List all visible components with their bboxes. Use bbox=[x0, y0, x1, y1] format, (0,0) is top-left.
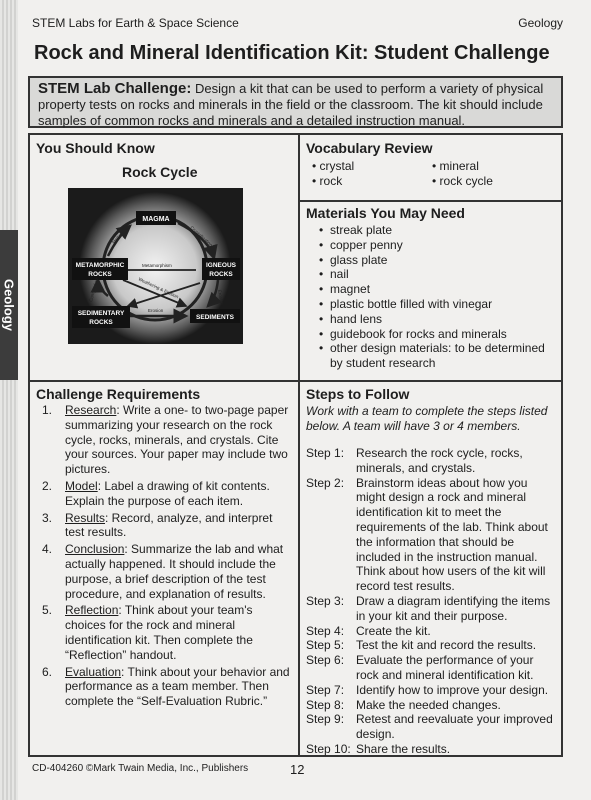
requirements-list bbox=[36, 403, 294, 711]
page-title: Rock and Mineral Identification Kit: Student Challenge bbox=[34, 42, 550, 64]
label-metamorphism: Metamorphism bbox=[142, 263, 172, 268]
material-item: • copper penny bbox=[318, 238, 553, 253]
step-item bbox=[306, 624, 558, 639]
label-sedimentary-1: SEDIMENTARY bbox=[77, 310, 125, 317]
step-item bbox=[306, 683, 558, 698]
page-margin-texture bbox=[0, 0, 18, 800]
section-label: Geology bbox=[518, 16, 563, 30]
challenge-label: STEM Lab Challenge: bbox=[38, 80, 192, 97]
label-melting: Melting bbox=[110, 230, 125, 245]
step-text: Research the rock cycle, rocks, minerals, and crystals. bbox=[356, 446, 523, 475]
materials-title: Materials You May Need bbox=[306, 205, 465, 221]
requirement-item bbox=[36, 403, 294, 477]
material-item: • guidebook for rocks and minerals bbox=[318, 327, 553, 342]
requirement-term: Model bbox=[65, 478, 98, 493]
requirement-text: : Write a one- to two-page paper summarizing your research on the rock cycle, rocks, minerals, and crystals. Cite your sources. Your paper may include two pictures. bbox=[65, 403, 289, 477]
label-weathering: Weathering & Erosion bbox=[137, 276, 180, 300]
step-item bbox=[306, 712, 558, 742]
step-label: Step 7: bbox=[306, 682, 345, 697]
step-label: Step 9: bbox=[306, 712, 345, 727]
material-item: • glass plate bbox=[318, 253, 553, 268]
requirement-item bbox=[36, 511, 294, 541]
page-number: 12 bbox=[290, 762, 305, 777]
requirement-item bbox=[36, 665, 294, 709]
requirement-text: : Label a drawing of kit contents. Explain the purpose of each item. bbox=[65, 478, 270, 508]
vocab-rock-cycle: rock cycle bbox=[439, 174, 493, 188]
footer-publisher: CD-404260 ©Mark Twain Media, Inc., Publishers bbox=[32, 763, 249, 774]
content-grid bbox=[28, 133, 563, 757]
label-crystallization: Crystallization bbox=[189, 225, 214, 248]
label-metamorphic-1: METAMORPHIC bbox=[75, 262, 125, 269]
vocab-item-4: • rock cycle bbox=[432, 174, 493, 188]
steps-title: Steps to Follow bbox=[306, 386, 410, 402]
requirement-number: 6. bbox=[42, 664, 53, 679]
step-item bbox=[306, 742, 558, 757]
step-text: Retest and reevaluate your improved design. bbox=[356, 712, 553, 742]
challenge-text: Design a kit that can be used to perform a variety of physical property tests on rocks and minerals in the field or the classroom. The kit should include samples of common rocks and minerals and a detailed instruction manual. bbox=[38, 81, 544, 128]
requirement-number: 1. bbox=[42, 403, 53, 417]
requirement-text: : Record, analyze, and interpret test results. bbox=[65, 510, 273, 540]
requirement-term: Conclusion bbox=[65, 542, 125, 557]
requirement-term: Reflection bbox=[65, 603, 119, 618]
requirement-text: : Summarize the lab and what actually happened. It should include the purpose, a brief description of the test procedure, and explanation of results. bbox=[65, 542, 284, 601]
vocab-crystal: crystal bbox=[319, 159, 355, 173]
requirement-item bbox=[36, 542, 294, 601]
requirements-title: Challenge Requirements bbox=[36, 386, 201, 402]
requirement-term: Results bbox=[65, 510, 106, 525]
requirement-number: 5. bbox=[42, 603, 53, 618]
left-row-divider bbox=[30, 380, 298, 382]
requirement-term: Evaluation bbox=[65, 664, 122, 679]
requirement-number: 2. bbox=[42, 478, 53, 493]
rock-cycle-diagram bbox=[68, 188, 243, 344]
step-text: Test the kit and record the results. bbox=[356, 638, 537, 653]
step-label: Step 5: bbox=[306, 638, 345, 653]
column-divider bbox=[298, 135, 300, 755]
step-label: Step 10: bbox=[306, 741, 351, 756]
label-metamorphic-2: ROCKS bbox=[88, 271, 112, 278]
materials-list bbox=[318, 223, 553, 371]
side-tab bbox=[0, 230, 18, 380]
step-label: Step 8: bbox=[306, 697, 345, 712]
label-igneous-2: ROCKS bbox=[209, 271, 233, 278]
material-item: • plastic bottle filled with vinegar bbox=[318, 297, 553, 312]
step-label: Step 1: bbox=[306, 446, 345, 460]
vocab-item-1: • crystal bbox=[312, 159, 355, 173]
vocab-item-2: • rock bbox=[312, 174, 343, 188]
requirement-number: 3. bbox=[42, 510, 53, 525]
material-item: • hand lens bbox=[318, 312, 553, 327]
step-label: Step 4: bbox=[306, 623, 345, 638]
step-item bbox=[306, 698, 558, 713]
requirement-text: : Think about your behavior and performance as a team member. Then complete the “Self-Evaluation Rubric.” bbox=[65, 664, 290, 709]
material-item: • other design materials: to be determined by student research bbox=[318, 341, 553, 371]
step-text: Create the kit. bbox=[356, 623, 431, 638]
material-item: • magnet bbox=[318, 282, 553, 297]
vocab-mineral: mineral bbox=[439, 159, 479, 173]
step-text: Identify how to improve your design. bbox=[356, 682, 549, 697]
material-item: • nail bbox=[318, 267, 553, 282]
vocab-rock: rock bbox=[319, 174, 343, 188]
step-text: Brainstorm ideas about how you might design a rock and mineral identification kit to meet the requirements of the lab. Think about the information that should be included in the instruction manual. Think about how users of the kit will record test results. bbox=[356, 475, 548, 594]
requirement-number: 4. bbox=[42, 542, 53, 557]
step-item bbox=[306, 446, 558, 476]
step-label: Step 6: bbox=[306, 653, 345, 668]
rock-cycle-title: Rock Cycle bbox=[122, 164, 198, 180]
step-text: Draw a diagram identifying the items in your kit and their purpose. bbox=[356, 593, 551, 623]
challenge-box bbox=[28, 76, 563, 128]
label-igneous-1: IGNEOUS bbox=[206, 262, 236, 269]
you-should-know-title: You Should Know bbox=[36, 140, 155, 156]
book-title: STEM Labs for Earth & Space Science bbox=[32, 16, 239, 30]
step-label: Step 3: bbox=[306, 593, 345, 608]
requirement-item bbox=[36, 603, 294, 662]
step-item bbox=[306, 638, 558, 653]
step-text: Evaluate the performance of your rock and mineral identification kit. bbox=[356, 653, 534, 682]
step-item bbox=[306, 653, 558, 683]
requirement-term: Research bbox=[65, 403, 117, 417]
label-compaction: Compaction bbox=[88, 277, 100, 303]
steps-intro: Work with a team to complete the steps listed below. A team will have 3 or 4 members. bbox=[306, 404, 548, 433]
label-sediments: SEDIMENTS bbox=[196, 314, 234, 321]
right-row-divider-1 bbox=[300, 200, 563, 202]
material-item: • streak plate bbox=[318, 223, 553, 238]
requirement-text: : Think about your team's choices for the rock and mineral identification kit. Then complete the “Reflection” handout. bbox=[65, 603, 253, 662]
vocabulary-title: Vocabulary Review bbox=[306, 140, 433, 156]
step-text: Make the needed changes. bbox=[356, 697, 501, 712]
step-item bbox=[306, 594, 558, 624]
step-label: Step 2: bbox=[306, 475, 345, 490]
label-magma: MAGMA bbox=[142, 216, 170, 223]
label-sedimentary-2: ROCKS bbox=[89, 319, 113, 326]
steps-list bbox=[306, 446, 558, 757]
requirement-item bbox=[36, 479, 294, 509]
step-text: Share the results. bbox=[356, 741, 451, 756]
label-erosion-2: Erosion bbox=[217, 289, 225, 306]
right-row-divider-2 bbox=[300, 380, 563, 382]
label-erosion: Erosion bbox=[148, 308, 164, 313]
side-tab-label: Geology bbox=[1, 278, 17, 332]
step-item bbox=[306, 476, 558, 594]
vocab-item-3: • mineral bbox=[432, 159, 479, 173]
